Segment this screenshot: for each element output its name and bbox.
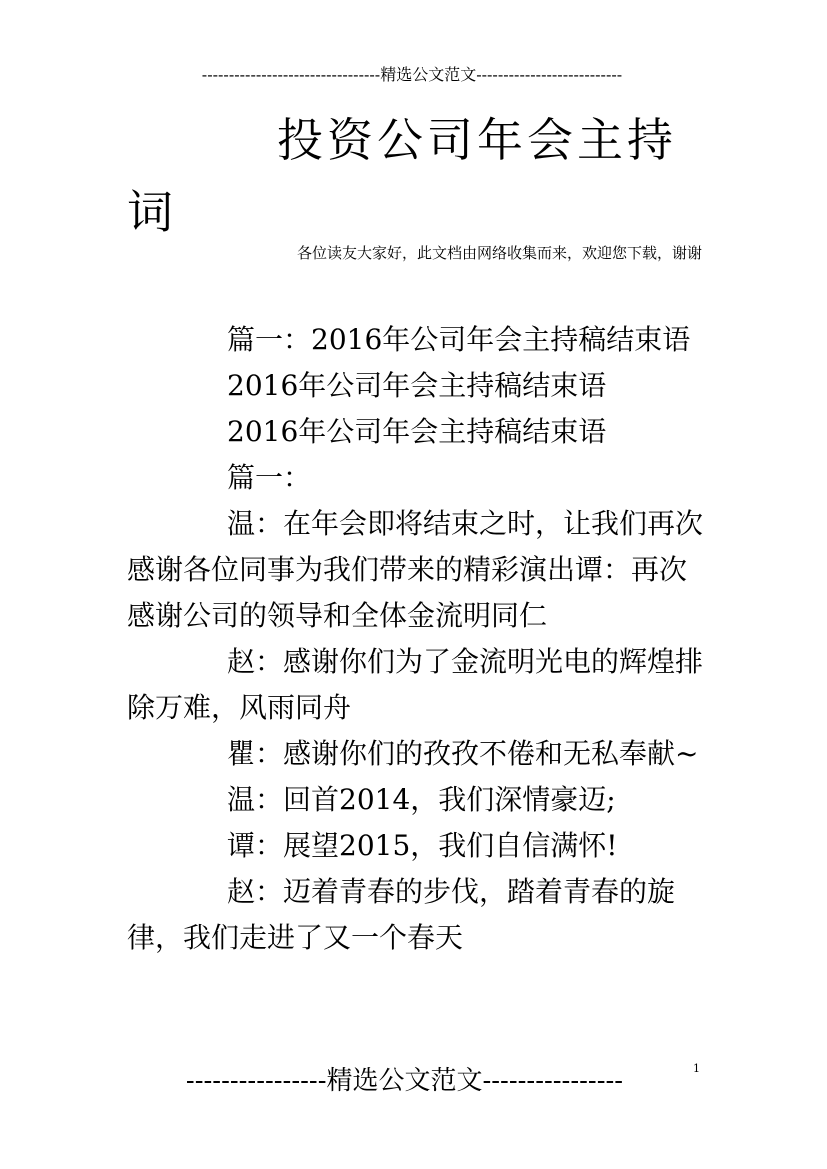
paragraph: 篇一： bbox=[227, 461, 312, 494]
paragraph: 赵：迈着青春的步伐，踏着青春的旋律，我们走进了又一个春天 bbox=[127, 875, 676, 954]
document-body bbox=[127, 317, 705, 961]
document-subtitle: 各位读友大家好，此文档由网络收集而来，欢迎您下载，谢谢 bbox=[296, 244, 702, 262]
paragraph: 瞿：感谢你们的孜孜不倦和无私奉献~ bbox=[227, 737, 699, 770]
page-number: 1 bbox=[693, 1062, 700, 1075]
page-header: ---------------------------------精选公文范文--------------------------- bbox=[201, 65, 623, 84]
paragraph: 温：在年会即将结束之时，让我们再次感谢各位同事为我们带来的精彩演出谭：再次感谢公司的领导和全体金流明同仁 bbox=[127, 507, 704, 632]
paragraph: 温：回首2014，我们深情豪迈; bbox=[227, 783, 616, 816]
title-line-2: 词 bbox=[127, 185, 177, 239]
paragraph: 赵：感谢你们为了金流明光电的辉煌排除万难，风雨同舟 bbox=[127, 645, 704, 724]
paragraph: 篇一：2016年公司年会主持稿结束语 bbox=[227, 323, 691, 356]
paragraph: 2016年公司年会主持稿结束语 bbox=[227, 415, 607, 448]
paragraph: 2016年公司年会主持稿结束语 bbox=[227, 369, 607, 402]
title-line-1: 投资公司年会主持 bbox=[277, 113, 677, 167]
paragraph: 谭：展望2015，我们自信满怀! bbox=[227, 829, 618, 862]
page-footer: ----------------精选公文范文---------------- bbox=[185, 1066, 624, 1096]
document-title bbox=[127, 104, 702, 248]
